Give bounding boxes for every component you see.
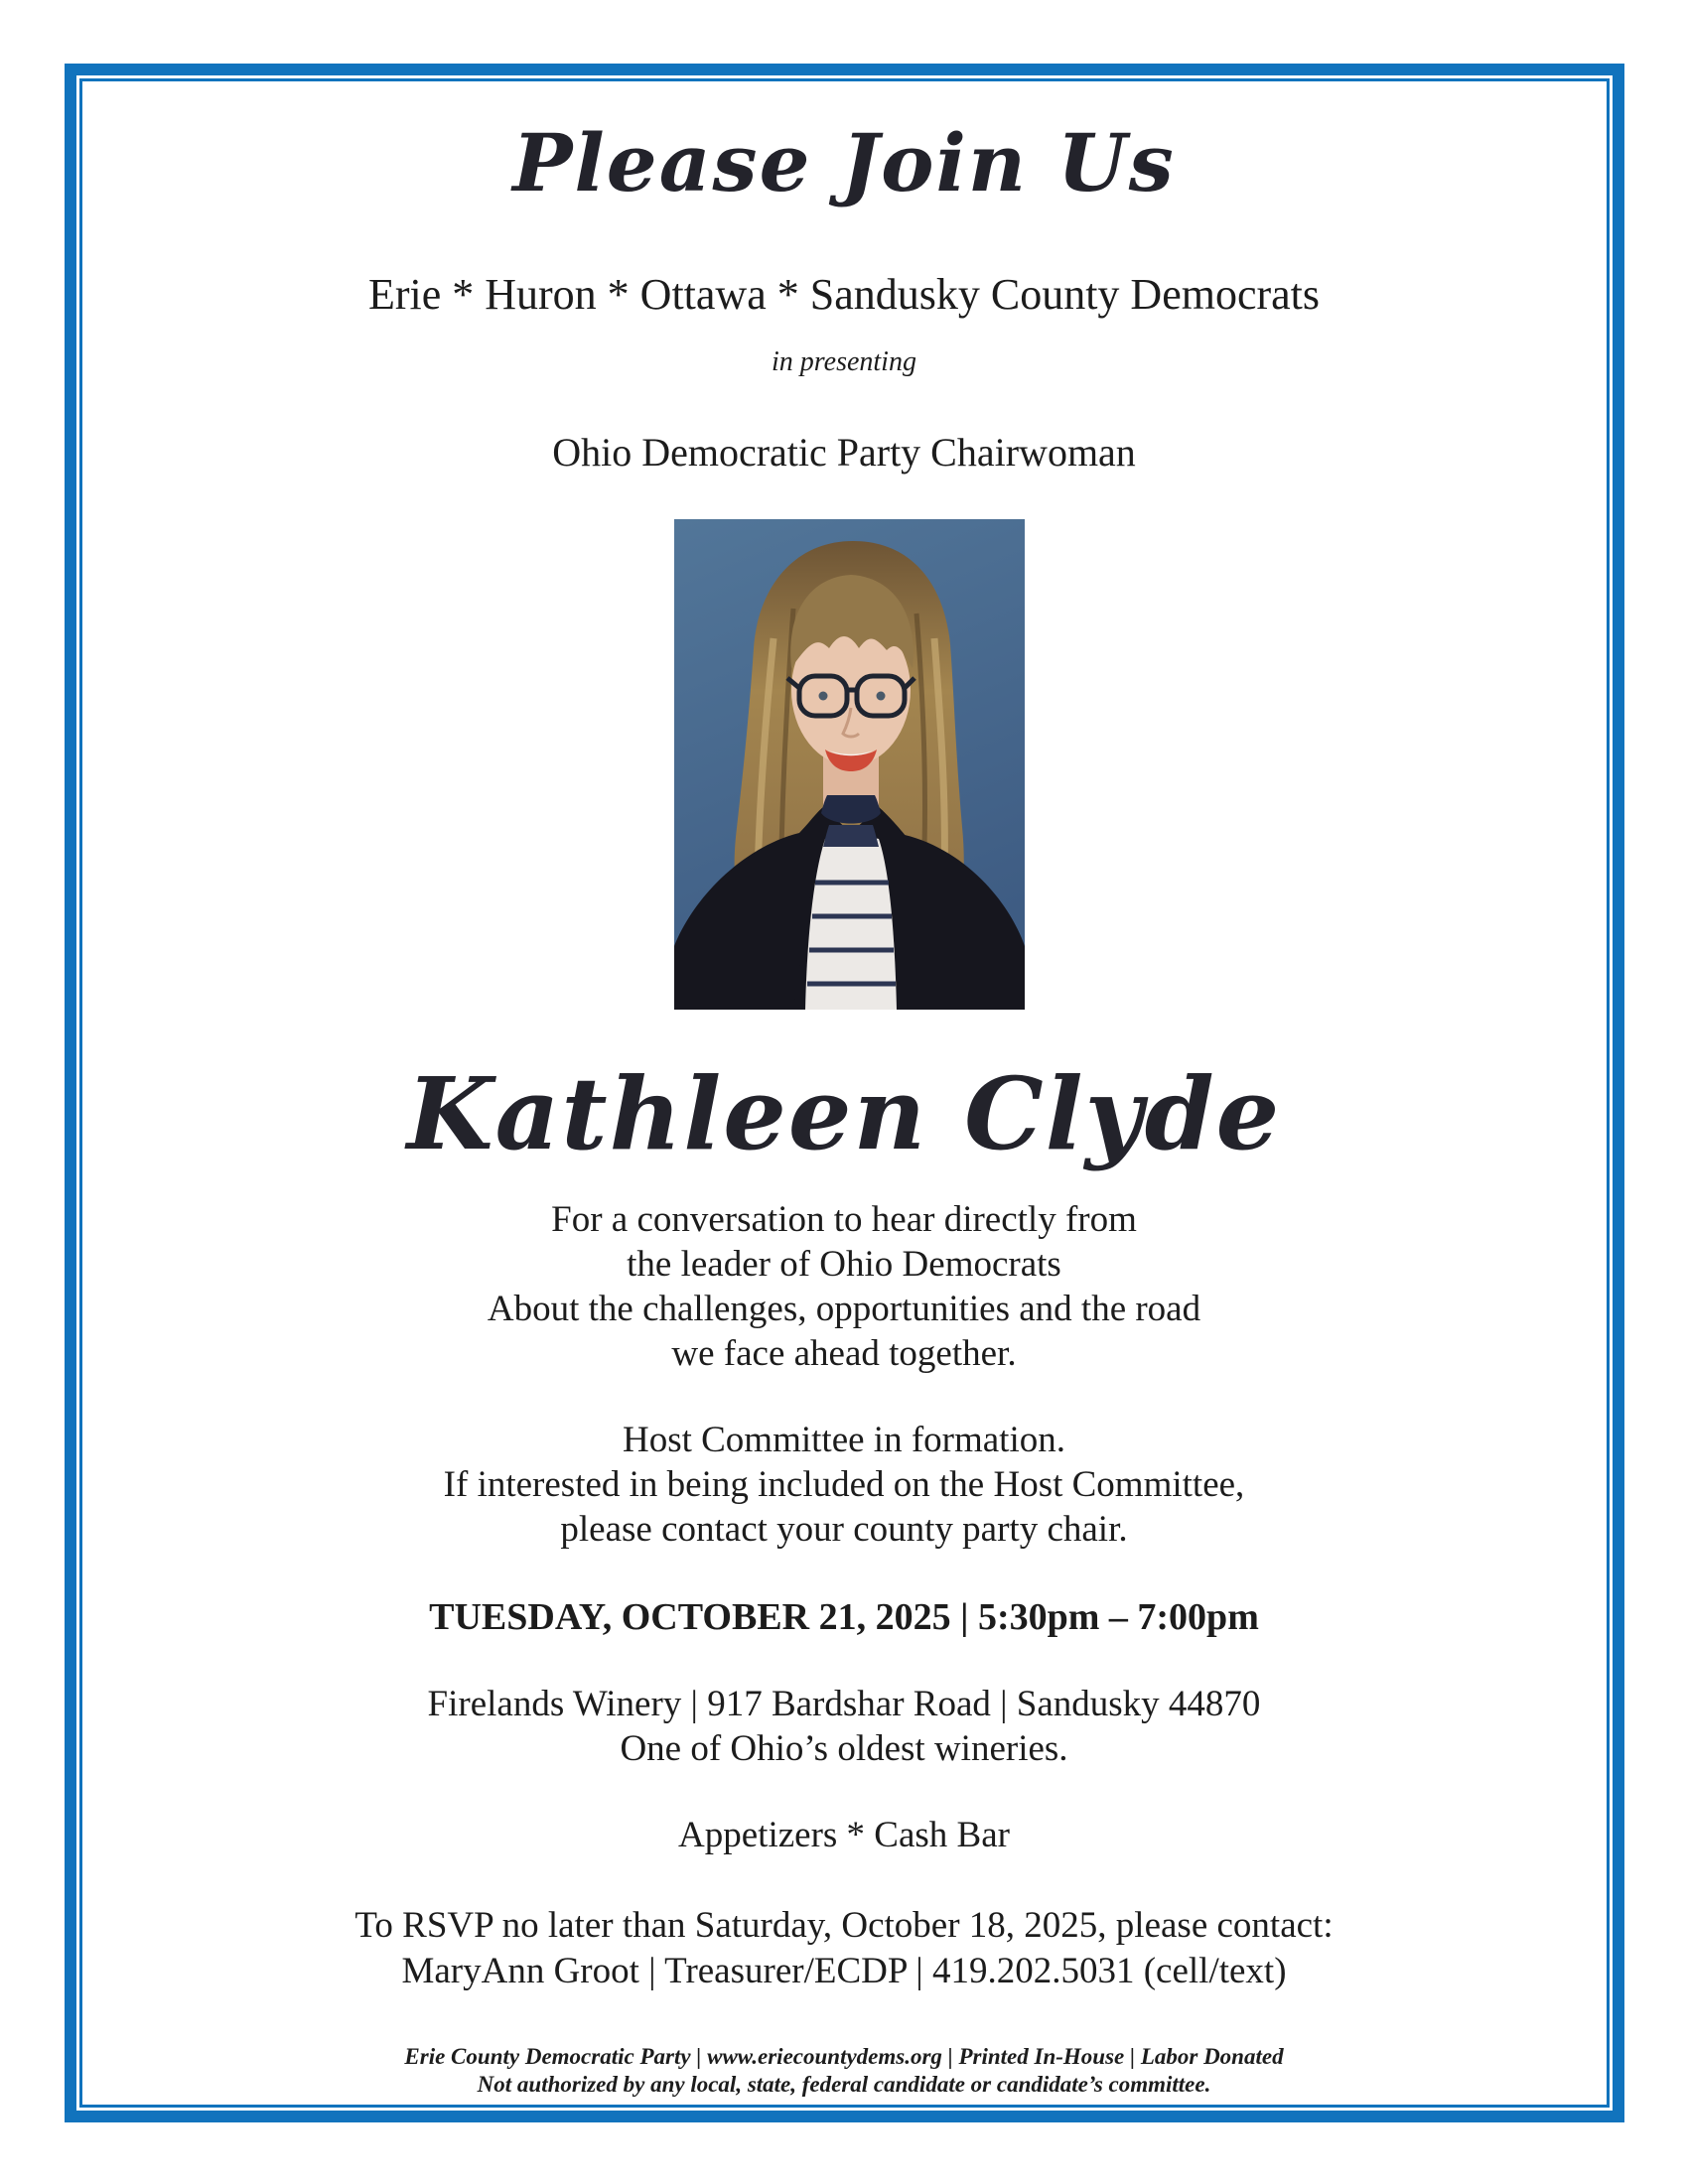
speaker-portrait-illustration: [674, 519, 1025, 1010]
venue-note: One of Ohio’s oldest wineries.: [620, 1728, 1068, 1769]
rsvp-contact: MaryAnn Groot | Treasurer/ECDP | 419.202.5031 (cell/text): [401, 1951, 1287, 1991]
intro-line-3: About the challenges, opportunities and the road: [487, 1289, 1201, 1329]
event-datetime: TUESDAY, OCTOBER 21, 2025 | 5:30pm – 7:00pm: [429, 1596, 1259, 1638]
host-line-2: If interested in being included on the Host Committee,: [443, 1464, 1245, 1505]
rsvp-block: [0, 1903, 1688, 1994]
intro-paragraph: [0, 1197, 1688, 1376]
host-committee-paragraph: [0, 1418, 1688, 1552]
footer-line-1: Erie County Democratic Party | www.eriecountydems.org | Printed In-House | Labor Donated: [404, 2044, 1284, 2069]
presenting-line: in presenting: [772, 346, 916, 377]
refreshments-line: Appetizers * Cash Bar: [678, 1815, 1010, 1855]
counties-line: Erie * Huron * Ottawa * Sandusky County Democrats: [367, 270, 1321, 319]
host-line-1: Host Committee in formation.: [622, 1420, 1065, 1460]
rsvp-deadline: To RSVP no later than Saturday, October 18, 2025, please contact:: [354, 1905, 1334, 1946]
role-title: Ohio Democratic Party Chairwoman: [552, 430, 1136, 475]
intro-line-4: we face ahead together.: [671, 1333, 1017, 1374]
script-title: Please Join Us: [512, 116, 1176, 209]
intro-line-2: the leader of Ohio Democrats: [627, 1244, 1061, 1285]
intro-line-1: For a conversation to hear directly from: [551, 1199, 1137, 1240]
venue-address: Firelands Winery | 917 Bardshar Road | Sandusky 44870: [427, 1684, 1261, 1724]
speaker-photo: [674, 519, 1025, 1010]
host-line-3: please contact your county party chair.: [560, 1509, 1128, 1550]
footer-disclaimer: [0, 2043, 1688, 2099]
footer-line-2: Not authorized by any local, state, federal candidate or candidate’s committee.: [477, 2072, 1211, 2097]
venue-block: [0, 1682, 1688, 1771]
speaker-name-script: Kathleen Clyde: [406, 1055, 1282, 1172]
